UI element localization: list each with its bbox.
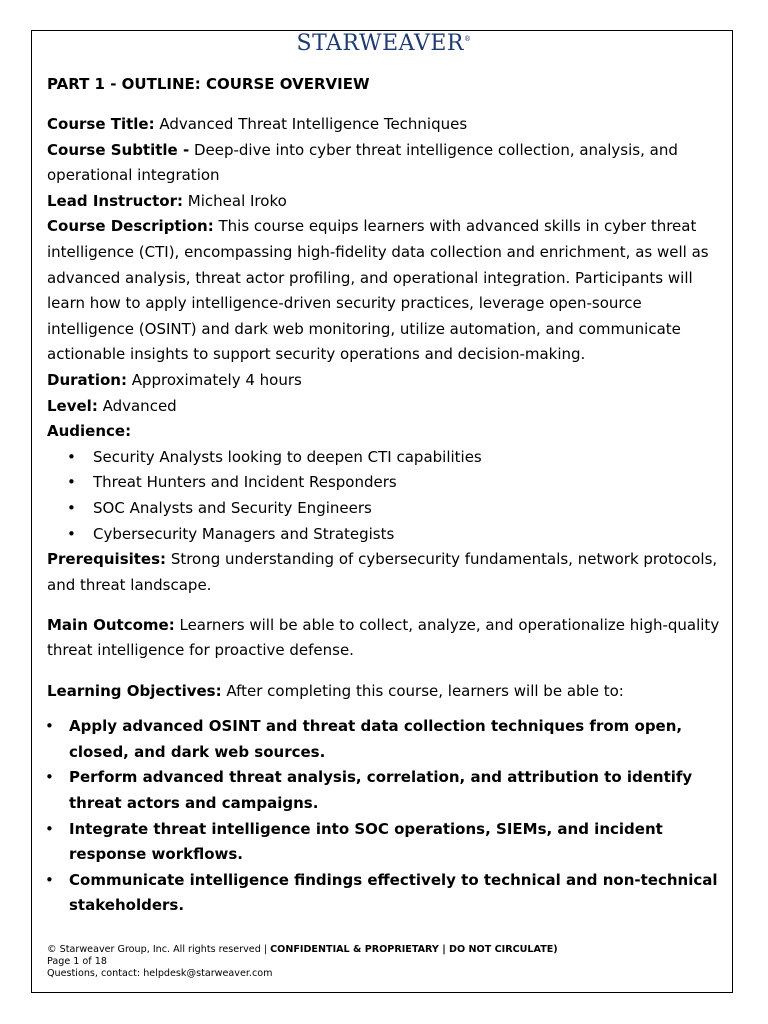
course-title-label: Course Title:: [47, 115, 155, 134]
bullet-icon: •: [45, 819, 54, 838]
footer-confidential: CONFIDENTIAL & PROPRIETARY | DO NOT CIRCULATE): [270, 944, 558, 955]
duration-label: Duration:: [47, 371, 127, 390]
audience-item: • Cybersecurity Managers and Strategists: [47, 522, 727, 548]
lead-instructor-field: [47, 189, 727, 215]
lead-instructor-label: Lead Instructor:: [47, 191, 184, 210]
logo-text: STARWEAVER: [296, 31, 464, 56]
audience-field: [47, 419, 727, 445]
course-subtitle-field: [47, 138, 727, 189]
main-outcome-value: Learners will be able to collect, analyze, and operationalize high-quality threat intelligence for proactive defense.: [47, 615, 720, 660]
course-description-label: Course Description:: [47, 217, 214, 236]
course-title-value: Advanced Threat Intelligence Techniques: [154, 115, 468, 134]
course-description-value: This course equips learners with advanced skills in cyber threat intelligence (CTI), encompassing high-fidelity data collection and enrichment, as well as advanced analysis, threat actor profiling, and operational integration. Participants will learn how to apply intelligence-driven security practices, leverage open-source intelligence (OSINT) and dark web monitoring, utilize automation, and communicate actionable insights to support security operations and decision-making.: [47, 217, 709, 364]
prerequisites-value: Strong understanding of cybersecurity fundamentals, network protocols, and threat landscape.: [47, 550, 718, 594]
audience-item: • Threat Hunters and Incident Responders: [47, 470, 727, 496]
objective-item: • Apply advanced OSINT and threat data collection techniques from open, closed, and dark web sources.: [47, 714, 727, 765]
bullet-icon: •: [67, 447, 76, 466]
bullet-icon: •: [45, 768, 54, 787]
prerequisites-field: [47, 547, 727, 598]
course-description-field: [47, 214, 727, 368]
audience-list: [47, 445, 727, 547]
footer-page-number: Page 1 of 18: [47, 956, 107, 967]
bullet-icon: •: [67, 524, 76, 543]
duration-field: [47, 368, 727, 394]
bullet-icon: •: [67, 473, 76, 492]
level-field: [47, 394, 727, 420]
bullet-icon: •: [45, 870, 54, 889]
prerequisites-label: Prerequisites:: [47, 550, 167, 569]
part-title: PART 1 - OUTLINE: COURSE OVERVIEW: [47, 75, 370, 93]
main-outcome-field: [47, 613, 727, 664]
starweaver-logo: [0, 31, 768, 56]
registered-mark: ®: [464, 35, 472, 43]
footer-copyright: © Starweaver Group, Inc. All rights reserved |: [47, 944, 271, 955]
main-outcome-label: Main Outcome:: [47, 615, 175, 634]
objective-item: • Perform advanced threat analysis, correlation, and attribution to identify threat actors and campaigns.: [47, 765, 727, 816]
duration-value: Approximately 4 hours: [126, 371, 302, 390]
document-body: [47, 70, 727, 919]
audience-item: • Security Analysts looking to deepen CTI capabilities: [47, 445, 727, 471]
course-title-field: [47, 112, 727, 138]
course-subtitle-value: Deep-dive into cyber threat intelligence collection, analysis, and operational integration: [47, 140, 678, 185]
audience-label: Audience:: [47, 422, 132, 441]
page-footer: [47, 944, 727, 980]
learning-objectives-field: [47, 679, 727, 705]
level-label: Level:: [47, 396, 98, 415]
audience-item: • SOC Analysts and Security Engineers: [47, 496, 727, 522]
objective-item: • Integrate threat intelligence into SOC operations, SIEMs, and incident response workflows.: [47, 817, 727, 868]
bullet-icon: •: [45, 717, 54, 736]
lead-instructor-value: Micheal Iroko: [183, 191, 287, 210]
objective-item: • Communicate intelligence findings effectively to technical and non-technical stakeholders.: [47, 868, 727, 919]
course-subtitle-label: Course Subtitle -: [47, 140, 190, 159]
objectives-list: [47, 714, 727, 919]
footer-contact: Questions, contact: helpdesk@starweaver.com: [47, 968, 273, 979]
footer-copyright-line: [47, 944, 727, 956]
learning-objectives-label: Learning Objectives:: [47, 681, 222, 700]
bullet-icon: •: [67, 499, 76, 517]
level-value: Advanced: [97, 396, 177, 415]
learning-objectives-value: After completing this course, learners will be able to:: [221, 681, 624, 700]
